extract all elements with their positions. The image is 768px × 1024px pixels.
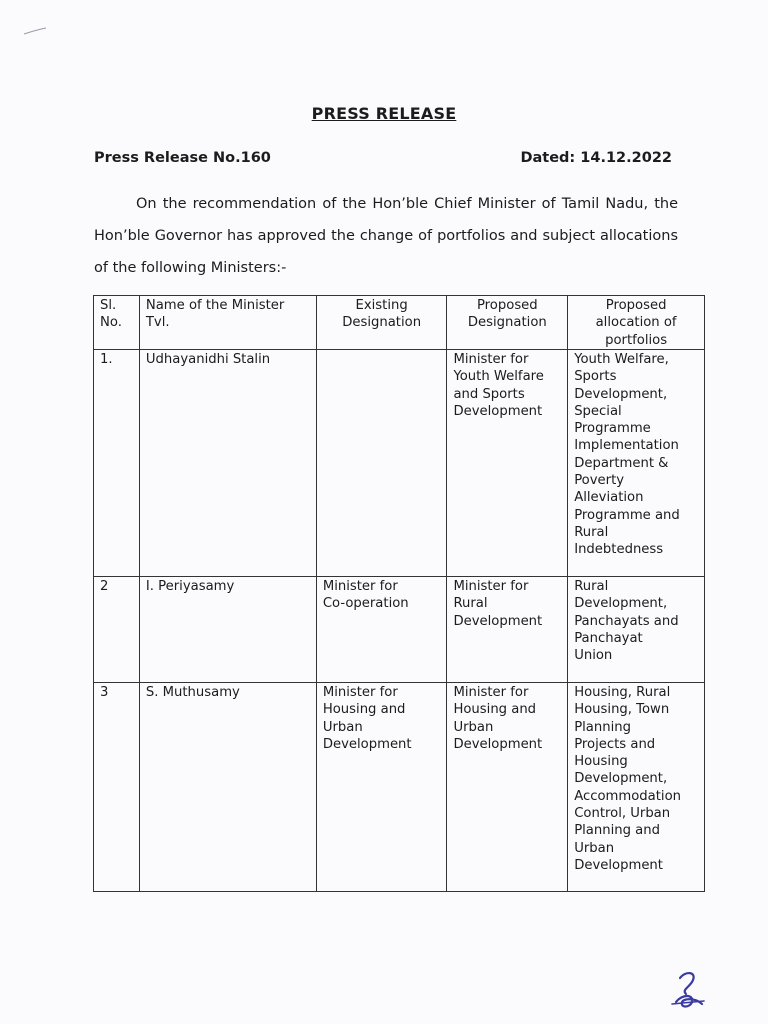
handwritten-signature-icon [668,968,708,1012]
ministers-table [93,295,705,892]
table-row [94,350,705,577]
press-release-number: Press Release No.160 [94,150,271,166]
table-row [94,683,705,892]
table-row [94,577,705,683]
table-header-row [94,296,705,350]
cell-proposed-designation: Minister for Youth Welfare and Sports Development [447,350,568,577]
cell-sl-no: 1. [94,350,140,577]
cell-sl-no: 3 [94,683,140,892]
header-name: Name of the Minister Tvl. [139,296,316,350]
cell-existing-designation: Minister for Co-operation [316,577,447,683]
cell-minister-name: S. Muthusamy [139,683,316,892]
cell-existing-designation [316,350,447,577]
pen-mark-icon [22,26,48,36]
cell-existing-designation: Minister for Housing and Urban Development [316,683,447,892]
cell-proposed-portfolios: Youth Welfare, Sports Development, Special Programme Implementation Department & Poverty Alleviation Programme and Rural Indebtedness [568,350,705,577]
cell-minister-name: I. Periyasamy [139,577,316,683]
cell-sl-no: 2 [94,577,140,683]
header-sl-no: Sl. No. [94,296,140,350]
cell-minister-name: Udhayanidhi Stalin [139,350,316,577]
header-proposed-portfolios: Proposed allocation of portfolios [568,296,705,350]
header-proposed-designation: Proposed Designation [447,296,568,350]
header-existing-designation: Existing Designation [316,296,447,350]
cell-proposed-portfolios: Rural Development, Panchayats and Panchayat Union [568,577,705,683]
press-release-date: Dated: 14.12.2022 [520,150,672,166]
cell-proposed-portfolios: Housing, Rural Housing, Town Planning Projects and Housing Development, Accommodation Control, Urban Planning and Urban Development [568,683,705,892]
intro-paragraph: On the recommendation of the Hon’ble Chief Minister of Tamil Nadu, the Hon’ble Governor has approved the change of portfolios and subject allocations of the following Ministers:- [94,196,678,276]
page-title: PRESS RELEASE [311,104,457,123]
cell-proposed-designation: Minister for Housing and Urban Development [447,683,568,892]
cell-proposed-designation: Minister for Rural Development [447,577,568,683]
